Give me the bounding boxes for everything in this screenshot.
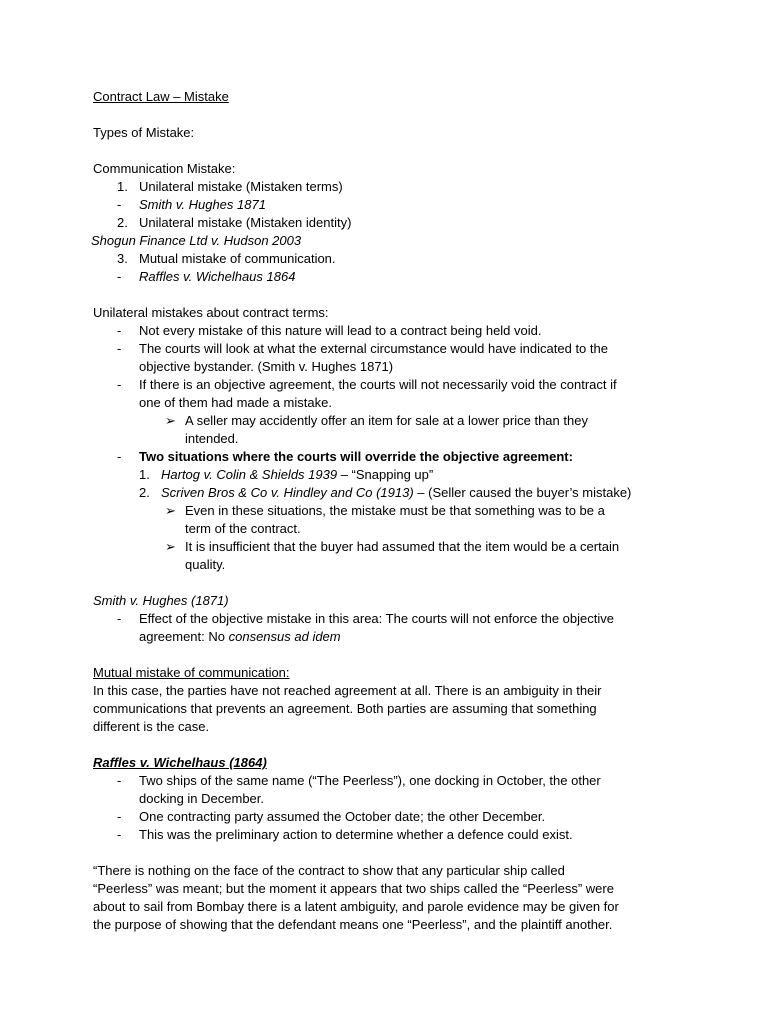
mutual-heading: Mutual mistake of communication:	[93, 665, 290, 680]
list-item	[93, 214, 683, 232]
list-text: This was the preliminary action to determine whether a defence could exist.	[139, 827, 573, 842]
list-text: Unilateral mistake (Mistaken terms)	[139, 179, 343, 194]
list-text: agreement: No	[139, 629, 229, 644]
paragraph-line: In this case, the parties have not reached agreement at all. There is an ambiguity in their	[93, 683, 602, 698]
raffles-heading: Raffles v. Wichelhaus (1864)	[93, 755, 267, 770]
document-page	[93, 88, 683, 934]
case-citation: Scriven Bros & Co v. Hindley and Co (1913)	[161, 485, 414, 500]
quote-line: about to sail from Bombay there is a latent ambiguity, and parole evidence may be given for	[93, 899, 619, 914]
list-number: 1.	[139, 467, 150, 482]
arrow-bullet-icon: ➢	[165, 539, 176, 554]
list-text: quality.	[185, 557, 226, 572]
smith-heading: Smith v. Hughes (1871)	[93, 593, 229, 608]
list-text: Not every mistake of this nature will lead to a contract being held void.	[139, 323, 542, 338]
list-item	[93, 484, 683, 502]
list-dash: -	[117, 809, 122, 824]
list-text: docking in December.	[139, 791, 265, 806]
list-number: 3.	[117, 251, 128, 266]
list-item	[93, 322, 683, 340]
list-text: The courts will look at what the external circumstance would have indicated to the	[139, 341, 608, 356]
quote-line: “Peerless” was meant; but the moment it appears that two ships called the “Peerless” were	[93, 881, 614, 896]
list-item	[93, 268, 683, 286]
list-item	[93, 196, 683, 214]
list-item	[93, 178, 683, 196]
list-dash: -	[117, 377, 122, 392]
case-citation: Smith v. Hughes 1871	[139, 197, 266, 212]
list-item	[93, 826, 683, 844]
list-item	[93, 772, 683, 808]
sub-list-item	[93, 538, 683, 574]
case-citation: Shogun Finance Ltd v. Hudson 2003	[91, 233, 302, 248]
list-item	[93, 376, 683, 412]
list-text: intended.	[185, 431, 239, 446]
sub-list-item	[93, 412, 683, 448]
list-text: – “Snapping up”	[337, 467, 434, 482]
list-text: One contracting party assumed the October date; the other December.	[139, 809, 546, 824]
list-item	[93, 808, 683, 826]
quote-line: the purpose of showing that the defendant means one “Peerless”, and the plaintiff another.	[93, 917, 613, 932]
list-text: It is insufficient that the buyer had assumed that the item would be a certain	[185, 539, 620, 554]
list-text: Two situations where the courts will override the objective agreement:	[139, 449, 573, 464]
list-text: Mutual mistake of communication.	[139, 251, 336, 266]
list-text: Unilateral mistake (Mistaken identity)	[139, 215, 352, 230]
sub-list-item	[93, 502, 683, 538]
list-dash: -	[117, 323, 122, 338]
list-text: one of them had made a mistake.	[139, 395, 332, 410]
list-dash: -	[117, 341, 122, 356]
list-item	[93, 610, 683, 646]
list-text: Two ships of the same name (“The Peerless”), one docking in October, the other	[139, 773, 601, 788]
arrow-bullet-icon: ➢	[165, 413, 176, 428]
quote-line: “There is nothing on the face of the contract to show that any particular ship called	[93, 863, 565, 878]
arrow-bullet-icon: ➢	[165, 503, 176, 518]
list-item	[93, 250, 683, 268]
list-dash: -	[117, 197, 122, 212]
types-heading: Types of Mistake:	[93, 125, 195, 140]
list-number: 2.	[117, 215, 128, 230]
list-item	[93, 340, 683, 376]
unilateral-heading: Unilateral mistakes about contract terms:	[93, 305, 329, 320]
list-text: If there is an objective agreement, the courts will not necessarily void the contract if	[139, 377, 617, 392]
case-citation: Raffles v. Wichelhaus 1864	[139, 269, 296, 284]
list-dash: -	[117, 827, 122, 842]
list-dash: -	[117, 611, 122, 626]
document-title: Contract Law – Mistake	[93, 89, 229, 104]
list-item	[93, 466, 683, 484]
list-item	[93, 448, 683, 466]
list-text: Effect of the objective mistake in this area: The courts will not enforce the objective	[139, 611, 614, 626]
list-text: Even in these situations, the mistake must be that something was to be a	[185, 503, 605, 518]
list-text: objective bystander. (Smith v. Hughes 1871)	[139, 359, 394, 374]
list-dash: -	[117, 449, 122, 464]
paragraph-line: communications that prevents an agreement. Both parties are assuming that something	[93, 701, 597, 716]
list-number: 2.	[139, 485, 150, 500]
list-text: term of the contract.	[185, 521, 301, 536]
latin-phrase: consensus ad idem	[228, 629, 341, 644]
case-citation: Hartog v. Colin & Shields 1939	[161, 467, 338, 482]
list-text: A seller may accidently offer an item for sale at a lower price than they	[185, 413, 588, 428]
communication-heading: Communication Mistake:	[93, 161, 236, 176]
list-dash: -	[117, 773, 122, 788]
list-dash: -	[117, 269, 122, 284]
paragraph-line: different is the case.	[93, 719, 210, 734]
list-number: 1.	[117, 179, 128, 194]
list-text: – (Seller caused the buyer’s mistake)	[413, 485, 632, 500]
